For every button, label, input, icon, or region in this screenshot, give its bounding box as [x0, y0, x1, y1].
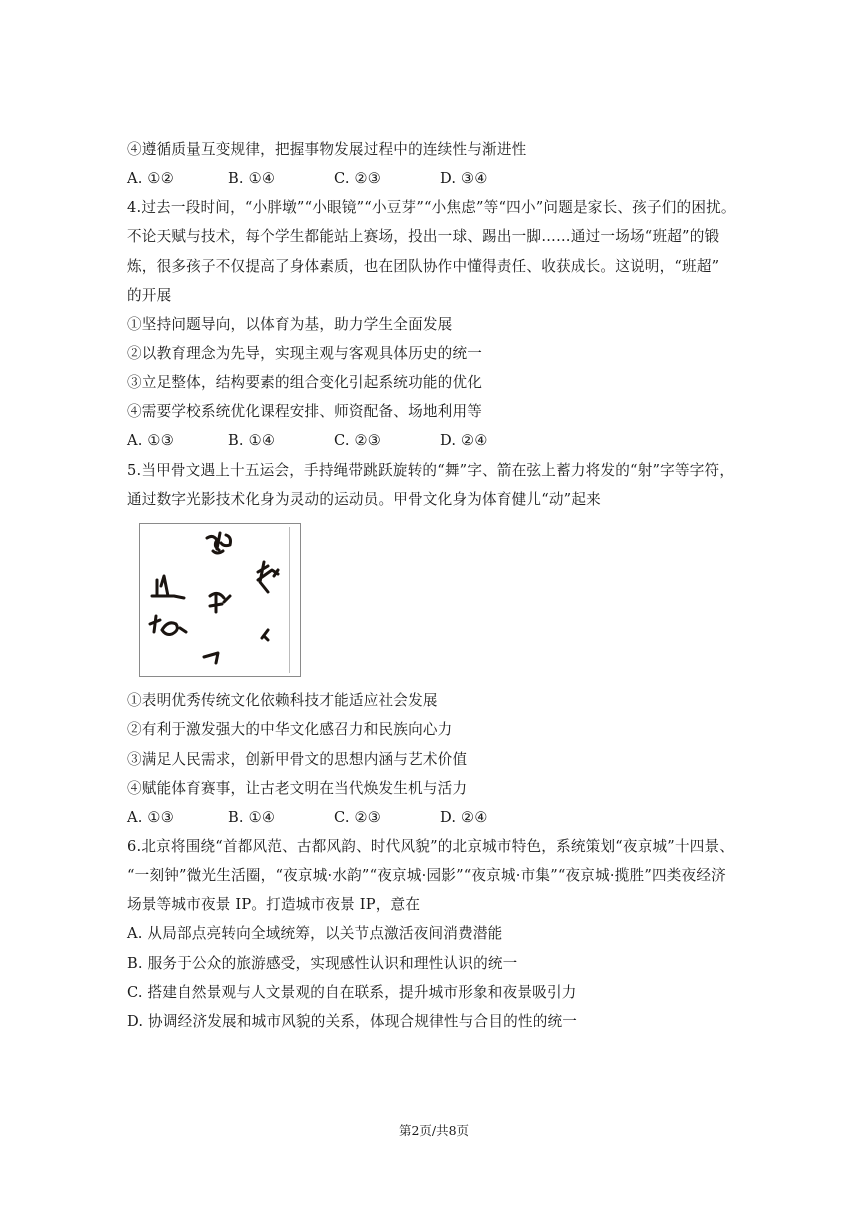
statement-2: ②以教育理念为先导，实现主观与客观具体历史的统一: [127, 345, 483, 362]
choice-c: C. 搭建自然景观与人文景观的自在联系，提升城市形象和夜景吸引力: [127, 984, 577, 1001]
oracle-bone-glyphs-icon: [140, 524, 300, 676]
option-d: D. ②④: [440, 809, 488, 826]
text-line: 的开展: [127, 287, 172, 304]
choice-b: B. 服务于公众的旅游感受，实现感性认识和理性认识的统一: [127, 955, 518, 972]
choice-d: D. 协调经济发展和城市风貌的关系，体现合规律性与合目的性的统一: [127, 1013, 578, 1030]
option-d: D. ③④: [440, 170, 488, 187]
option-c: C. ②③: [334, 809, 382, 826]
option-a: A. ①②: [127, 170, 174, 187]
statement-3: ③立足整体，结构要素的组合变化引起系统功能的优化: [127, 374, 483, 391]
oracle-bone-figure: [139, 523, 301, 677]
option-b: B. ①④: [228, 809, 276, 826]
option-b: B. ①④: [228, 432, 276, 449]
option-b: B. ①④: [228, 170, 276, 187]
page-footer: 第2页/共8页: [398, 1123, 470, 1138]
statement-4: ④需要学校系统优化课程安排、师资配备、场地利用等: [127, 403, 483, 420]
question-4-stem: 4.过去一段时间，“小胖墩”“小眼镜”“小豆芽”“小焦虑”等“四小”问题是家长、孩子们的困扰。: [127, 199, 736, 216]
option-d: D. ②④: [440, 432, 488, 449]
statement-4: ④赋能体育赛事，让古老文明在当代焕发生机与活力: [127, 780, 468, 797]
option-a: A. ①③: [127, 432, 174, 449]
answer-options-q5: [127, 808, 488, 828]
answer-options-q4: [127, 431, 488, 451]
text-line: 炼，很多孩子不仅提高了身体素质，也在团队协作中懂得责任、收获成长。这说明，“班超”: [127, 258, 720, 275]
statement-2: ②有利于激发强大的中华文化感召力和民族向心力: [127, 721, 453, 738]
text-line: ④遵循质量互变规律，把握事物发展过程中的连续性与渐进性: [127, 141, 527, 158]
option-c: C. ②③: [334, 432, 382, 449]
question-6-stem: 6.北京将围绕“首都风范、古都风韵、时代风貌”的北京城市特色，系统策划“夜京城”十四景、: [127, 838, 735, 855]
choice-a: A. 从局部点亮转向全域统筹，以关节点激活夜间消费潜能: [127, 925, 503, 942]
text-line: “一刻钟”微光生活圈，“夜京城·水韵”“夜京城·园影”“夜京城·市集”“夜京城·揽胜”四类夜经济: [127, 867, 726, 884]
text-line: 不论天赋与技术，每个学生都能站上赛场，投出一球、踢出一脚……通过一场场“班超”的锻: [127, 228, 720, 245]
text-line: 场景等城市夜景 IP。打造城市夜景 IP，意在: [127, 896, 421, 913]
question-5-stem: 5.当甲骨文遇上十五运会，手持绳带跳跃旋转的“舞”字、箭在弦上蓄力将发的“射”字等字符，: [127, 462, 735, 479]
statement-1: ①坚持问题导向，以体育为基，助力学生全面发展: [127, 316, 453, 333]
statement-3: ③满足人民需求，创新甲骨文的思想内涵与艺术价值: [127, 751, 468, 768]
answer-options-q3: [127, 169, 488, 189]
statement-1: ①表明优秀传统文化依赖科技才能适应社会发展: [127, 692, 438, 709]
option-c: C. ②③: [334, 170, 382, 187]
text-line: 通过数字光影技术化身为灵动的运动员。甲骨文化身为体育健儿“动”起来: [127, 491, 601, 508]
option-a: A. ①③: [127, 809, 174, 826]
